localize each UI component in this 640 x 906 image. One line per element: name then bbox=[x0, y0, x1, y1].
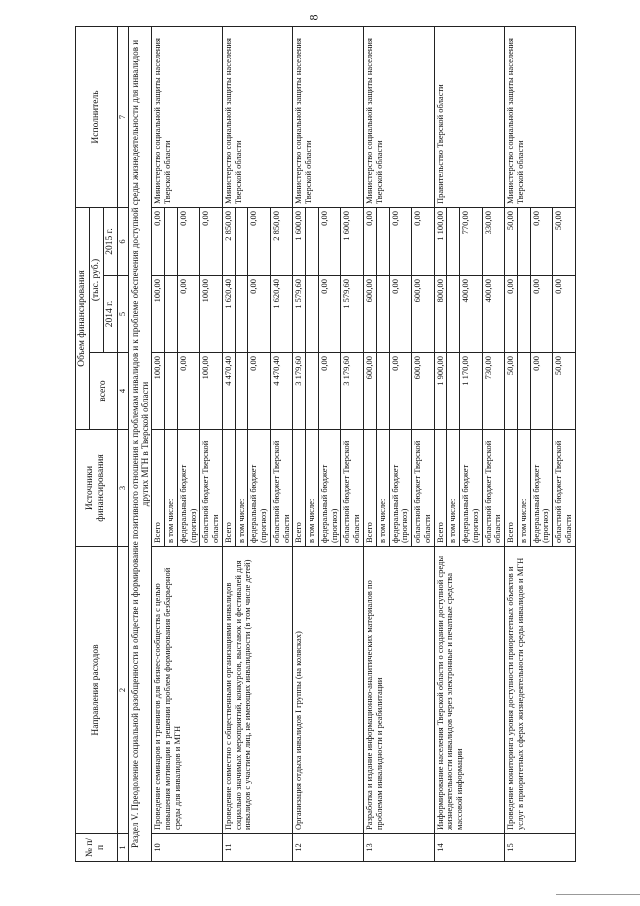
total-cell: 1 170,00 bbox=[460, 353, 483, 430]
year-2014-cell bbox=[306, 276, 319, 353]
source-cell: федеральный бюджет (прогноз) bbox=[389, 430, 412, 547]
page-edge bbox=[556, 894, 640, 906]
total-cell: 600,00 bbox=[412, 353, 435, 430]
table-row bbox=[293, 26, 306, 861]
col-index: 7 bbox=[117, 26, 128, 207]
table-row bbox=[434, 26, 447, 861]
total-cell: 600,00 bbox=[364, 353, 377, 430]
total-cell bbox=[376, 353, 389, 430]
year-2015-cell: 50,00 bbox=[505, 207, 518, 275]
total-cell bbox=[306, 353, 319, 430]
row-direction: Проведение мониторинга уровня доступности приоритетных объектов и услуг в приоритетных сферах жизнедеятельности среды инвалидов и МГН bbox=[505, 547, 576, 834]
source-cell: областной бюджет Тверской области bbox=[270, 430, 293, 547]
row-number: 13 bbox=[364, 834, 435, 862]
source-cell: областной бюджет Тверской области bbox=[482, 430, 505, 547]
source-cell: Всего bbox=[222, 430, 235, 547]
total-cell: 0,00 bbox=[177, 353, 200, 430]
row-executor: Правительство Тверской области bbox=[434, 26, 505, 207]
year-2014-cell: 1 620,40 bbox=[270, 276, 293, 353]
year-2014-cell bbox=[235, 276, 248, 353]
total-cell: 4 470,40 bbox=[222, 353, 235, 430]
year-2015-cell bbox=[447, 207, 460, 275]
header-total: всего bbox=[89, 353, 117, 430]
total-cell: 0,00 bbox=[318, 353, 341, 430]
year-2015-cell: 0,00 bbox=[530, 207, 553, 275]
year-2015-cell bbox=[376, 207, 389, 275]
source-cell: Всего bbox=[505, 430, 518, 547]
row-executor: Министерство социальной защиты населения Тверской области bbox=[152, 26, 223, 207]
year-2015-cell bbox=[164, 207, 177, 275]
year-2014-cell: 600,00 bbox=[412, 276, 435, 353]
year-2015-cell: 0,00 bbox=[389, 207, 412, 275]
source-cell: в том числе: bbox=[235, 430, 248, 547]
row-number: 12 bbox=[293, 834, 364, 862]
total-cell: 0,00 bbox=[530, 353, 553, 430]
year-2014-cell: 0,00 bbox=[389, 276, 412, 353]
row-executor: Министерство социальной защиты населения Тверской области bbox=[505, 26, 576, 207]
year-2014-cell: 0,00 bbox=[530, 276, 553, 353]
row-number: 10 bbox=[152, 834, 223, 862]
table-body bbox=[128, 26, 575, 861]
total-cell: 1 900,00 bbox=[434, 353, 447, 430]
total-cell bbox=[447, 353, 460, 430]
total-cell bbox=[517, 353, 530, 430]
total-cell: 4 470,40 bbox=[270, 353, 293, 430]
row-executor: Министерство социальной защиты населения Тверской области bbox=[364, 26, 435, 207]
year-2014-cell: 400,00 bbox=[460, 276, 483, 353]
header-num: № п/п bbox=[76, 834, 118, 862]
year-2014-cell: 0,00 bbox=[177, 276, 200, 353]
source-cell: Всего bbox=[434, 430, 447, 547]
year-2015-cell: 770,00 bbox=[460, 207, 483, 275]
row-executor: Министерство социальной защиты населения Тверской области bbox=[293, 26, 364, 207]
row-direction: Проведение совместно с общественными организациями инвалидов социально значимых мероприятий, конкурсов, выставок и фестивалей для инвалидов с участием лиц, не имеющих инвалидности (в том числе детей) bbox=[222, 547, 293, 834]
header-source: Источники финансирования bbox=[76, 430, 118, 547]
col-index: 6 bbox=[117, 207, 128, 275]
total-cell: 100,00 bbox=[152, 353, 165, 430]
source-cell: федеральный бюджет (прогноз) bbox=[248, 430, 271, 547]
total-cell: 50,00 bbox=[553, 353, 576, 430]
rotated-page bbox=[75, 27, 605, 862]
row-number: 15 bbox=[505, 834, 576, 862]
year-2015-cell: 50,00 bbox=[553, 207, 576, 275]
source-cell: в том числе: bbox=[517, 430, 530, 547]
year-2015-cell: 0,00 bbox=[364, 207, 377, 275]
year-2014-cell: 100,00 bbox=[152, 276, 165, 353]
funding-table bbox=[75, 26, 576, 862]
row-direction: Проведение семинаров и тренингов для бизнес-сообщества с целью повышения мотивации в решении проблем формирования безбарьерной среды для инвалидов и МГН bbox=[152, 547, 223, 834]
source-cell: федеральный бюджет (прогноз) bbox=[460, 430, 483, 547]
header-volume: Объем финансирования bbox=[76, 207, 90, 429]
year-2014-cell: 0,00 bbox=[318, 276, 341, 353]
year-2015-cell bbox=[517, 207, 530, 275]
row-number: 14 bbox=[434, 834, 505, 862]
table-row bbox=[222, 26, 235, 861]
source-cell: федеральный бюджет (прогноз) bbox=[177, 430, 200, 547]
row-direction: Организация отдыха инвалидов I группы (на колясках) bbox=[293, 547, 364, 834]
year-2014-cell: 1 579,60 bbox=[341, 276, 364, 353]
year-2014-cell: 1 620,40 bbox=[222, 276, 235, 353]
source-cell: областной бюджет Тверской области bbox=[341, 430, 364, 547]
source-cell: областной бюджет Тверской области bbox=[553, 430, 576, 547]
col-index: 4 bbox=[117, 353, 128, 430]
year-2014-cell: 0,00 bbox=[248, 276, 271, 353]
year-2014-cell: 0,00 bbox=[553, 276, 576, 353]
year-2015-cell: 0,00 bbox=[248, 207, 271, 275]
year-2014-cell: 1 579,60 bbox=[293, 276, 306, 353]
row-executor: Министерство социальной защиты населения Тверской области bbox=[222, 26, 293, 207]
source-cell: федеральный бюджет (прогноз) bbox=[530, 430, 553, 547]
header-volume-unit: (тыс. руб.) bbox=[89, 207, 103, 352]
year-2015-cell bbox=[306, 207, 319, 275]
total-cell bbox=[164, 353, 177, 430]
source-cell: областной бюджет Тверской области bbox=[412, 430, 435, 547]
section-title: Раздел V. Преодоление социальной разобщенности в обществе и формирование позитивного отношения к проблемам инвалидов и к проблеме обеспечения доступной среды жизнедеятельности для инвалидов и других МГН в Тверской области bbox=[128, 26, 152, 861]
year-2015-cell: 1 600,00 bbox=[293, 207, 306, 275]
page-number: 8 bbox=[306, 14, 321, 21]
year-2015-cell: 1 600,00 bbox=[341, 207, 364, 275]
source-cell: Всего bbox=[152, 430, 165, 547]
source-cell: в том числе: bbox=[447, 430, 460, 547]
year-2015-cell: 2 850,00 bbox=[270, 207, 293, 275]
col-index: 5 bbox=[117, 276, 128, 353]
year-2014-cell: 400,00 bbox=[482, 276, 505, 353]
table-row bbox=[152, 26, 165, 861]
total-cell bbox=[235, 353, 248, 430]
row-direction: Информирование населения Тверской области о создании доступной среды жизнедеятельности инвалидов через электронные и печатные средства массовой информации bbox=[434, 547, 505, 834]
year-2015-cell: 0,00 bbox=[152, 207, 165, 275]
year-2014-cell bbox=[376, 276, 389, 353]
year-2015-cell: 0,00 bbox=[412, 207, 435, 275]
col-index: 2 bbox=[117, 547, 128, 834]
total-cell: 0,00 bbox=[248, 353, 271, 430]
header-executor: Исполнитель bbox=[76, 26, 118, 207]
year-2015-cell: 1 100,00 bbox=[434, 207, 447, 275]
source-cell: Всего bbox=[364, 430, 377, 547]
year-2014-cell: 0,00 bbox=[505, 276, 518, 353]
year-2014-cell bbox=[164, 276, 177, 353]
total-cell: 100,00 bbox=[200, 353, 223, 430]
header-direction: Направления расходов bbox=[76, 547, 118, 834]
source-cell: федеральный бюджет (прогноз) bbox=[318, 430, 341, 547]
year-2015-cell: 0,00 bbox=[200, 207, 223, 275]
year-2015-cell: 2 850,00 bbox=[222, 207, 235, 275]
year-2014-cell bbox=[447, 276, 460, 353]
header-year-2014: 2014 г. bbox=[103, 276, 117, 353]
source-cell: в том числе: bbox=[376, 430, 389, 547]
year-2014-cell: 100,00 bbox=[200, 276, 223, 353]
total-cell: 50,00 bbox=[505, 353, 518, 430]
total-cell: 0,00 bbox=[389, 353, 412, 430]
table-row bbox=[364, 26, 377, 861]
year-2015-cell: 0,00 bbox=[177, 207, 200, 275]
row-direction: Разработка и издание информационно-аналитических материалов по проблемам инвалидности и реабилитации bbox=[364, 547, 435, 834]
year-2014-cell: 800,00 bbox=[434, 276, 447, 353]
table-row bbox=[505, 26, 518, 861]
row-number: 11 bbox=[222, 834, 293, 862]
total-cell: 730,00 bbox=[482, 353, 505, 430]
year-2015-cell bbox=[235, 207, 248, 275]
source-cell: в том числе: bbox=[306, 430, 319, 547]
year-2014-cell: 600,00 bbox=[364, 276, 377, 353]
year-2015-cell: 0,00 bbox=[318, 207, 341, 275]
year-2015-cell: 330,00 bbox=[482, 207, 505, 275]
header-year-2015: 2015 г. bbox=[103, 207, 117, 275]
year-2014-cell bbox=[517, 276, 530, 353]
col-index: 3 bbox=[117, 430, 128, 547]
total-cell: 3 179,60 bbox=[341, 353, 364, 430]
source-cell: в том числе: bbox=[164, 430, 177, 547]
source-cell: областной бюджет Тверской области bbox=[200, 430, 223, 547]
source-cell: Всего bbox=[293, 430, 306, 547]
total-cell: 3 179,60 bbox=[293, 353, 306, 430]
col-index: 1 bbox=[117, 834, 128, 862]
